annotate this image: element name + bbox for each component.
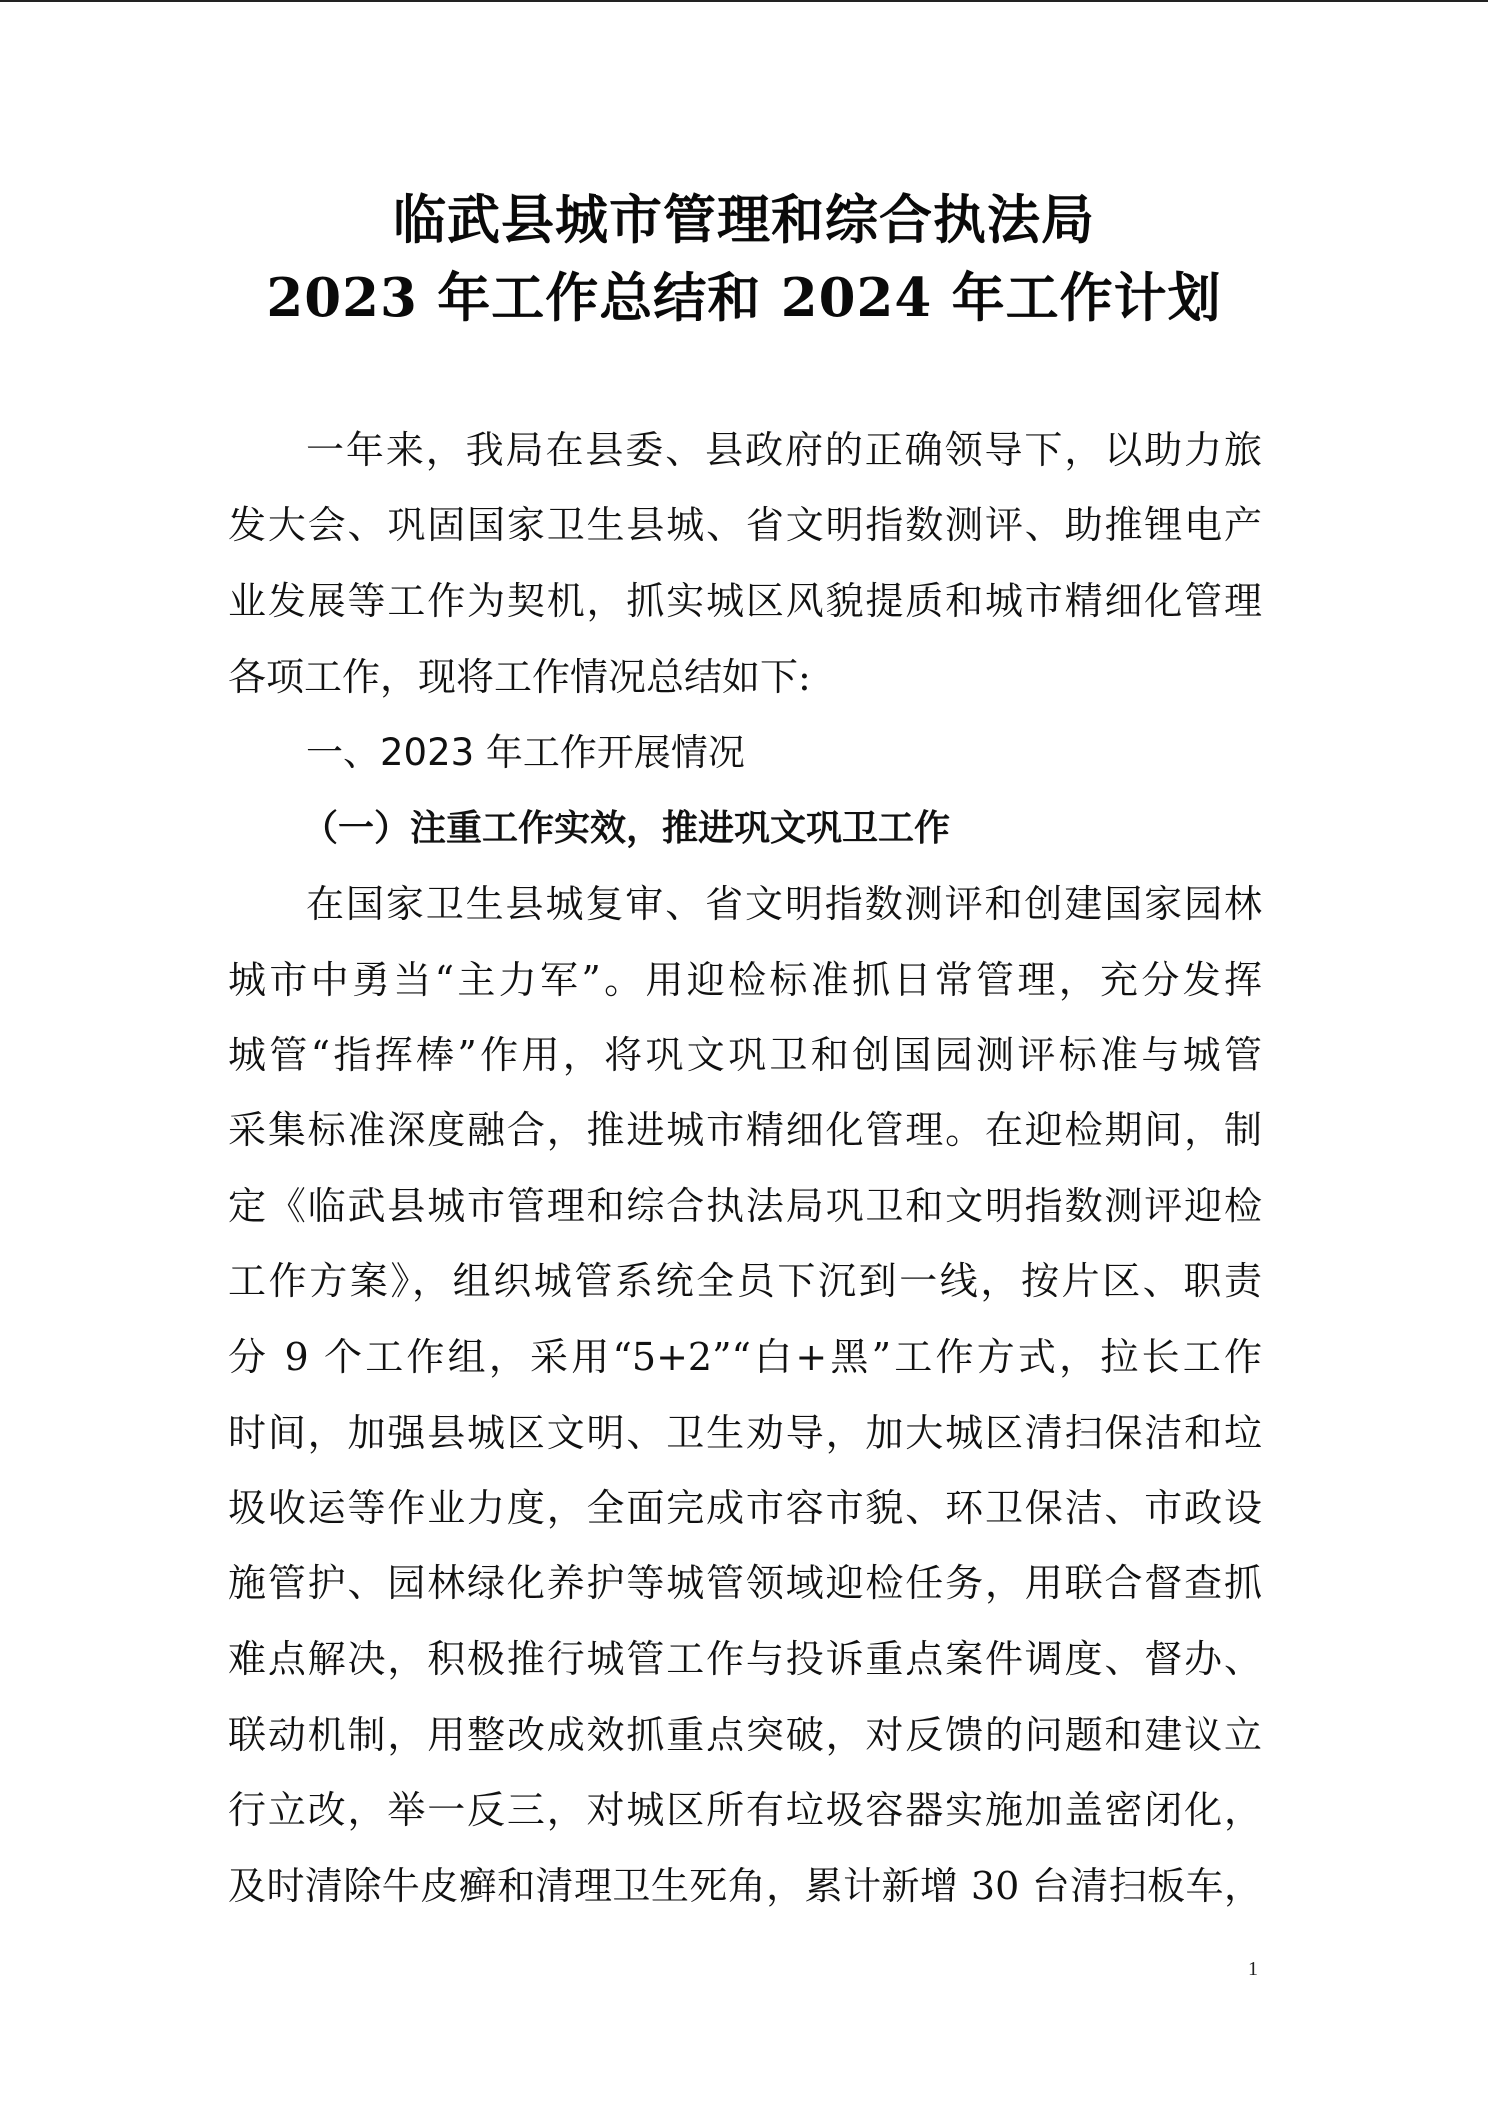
paragraph-line: 发大会、巩固国家卫生县城、省文明指数测评、助推锂电产: [228, 503, 1262, 547]
paragraph-line: 时间，加强县城区文明、卫生劝导，加大城区清扫保洁和垃: [228, 1411, 1262, 1455]
paragraph-line: 在国家卫生县城复审、省文明指数测评和创建国家园林: [306, 882, 1262, 926]
paragraph-line: 施管护、园林绿化养护等城管领域迎检任务，用联合督查抓: [228, 1561, 1262, 1605]
section-heading: 一、2023 年工作开展情况: [306, 731, 745, 774]
paragraph-line: 城管“指挥棒”作用，将巩文巩卫和创国园测评标准与城管: [228, 1033, 1262, 1077]
paragraph-line: 行立改，举一反三，对城区所有垃圾容器实施加盖密闭化，: [228, 1788, 1262, 1832]
paragraph-line: 难点解决，积极推行城管工作与投诉重点案件调度、督办、: [228, 1637, 1262, 1681]
paragraph-line: 业发展等工作为契机，抓实城区风貌提质和城市精细化管理: [228, 579, 1262, 623]
paragraph-line: 城市中勇当“主力军”。用迎检标准抓日常管理，充分发挥: [228, 958, 1262, 1002]
paragraph-line: 圾收运等作业力度，全面完成市容市貌、环卫保洁、市政设: [228, 1486, 1262, 1530]
paragraph-line: 一年来，我局在县委、县政府的正确领导下，以助力旅: [306, 428, 1262, 472]
document-title-line-1: 临武县城市管理和综合执法局: [393, 189, 1095, 251]
subsection-heading: （一）注重工作实效，推进巩文巩卫工作: [302, 807, 951, 849]
page-number: 1: [1248, 1958, 1258, 1980]
document-title-line-2: 2023 年工作总结和 2024 年工作计划: [266, 267, 1222, 329]
paragraph-line: 采集标准深度融合，推进城市精细化管理。在迎检期间，制: [228, 1108, 1262, 1152]
paragraph-line: 及时清除牛皮癣和清理卫生死角，累计新增 30 台清扫板车，: [228, 1864, 1262, 1908]
paragraph-line: 工作方案》，组织城管系统全员下沉到一线，按片区、职责: [228, 1259, 1262, 1303]
paragraph-line: 分 9 个工作组，采用“5+2”“白+黑”工作方式，拉长工作: [228, 1335, 1262, 1379]
paragraph-line: 各项工作，现将工作情况总结如下:: [228, 655, 811, 699]
paragraph-line: 联动机制，用整改成效抓重点突破，对反馈的问题和建议立: [228, 1713, 1262, 1757]
paragraph-line: 定《临武县城市管理和综合执法局巩卫和文明指数测评迎检: [228, 1184, 1262, 1228]
